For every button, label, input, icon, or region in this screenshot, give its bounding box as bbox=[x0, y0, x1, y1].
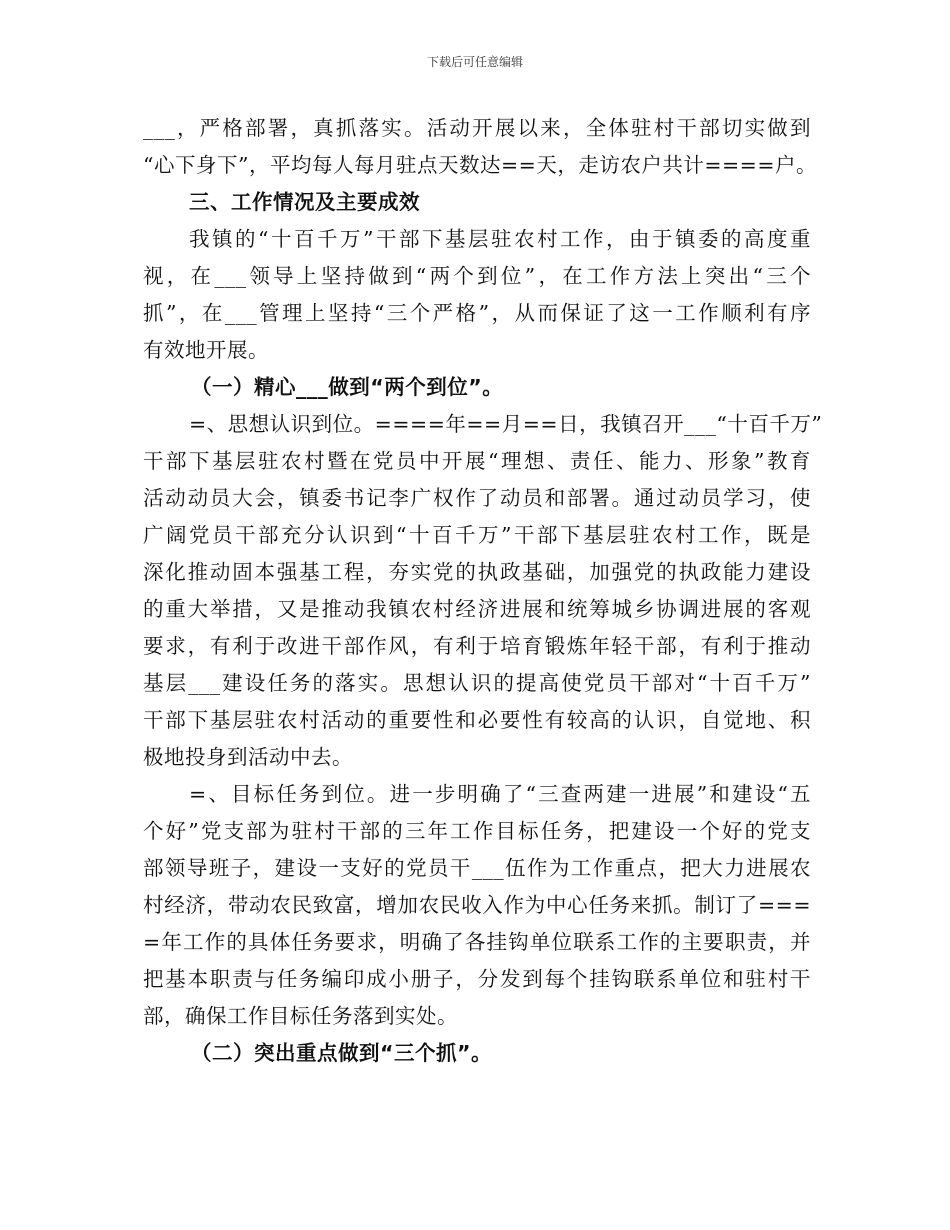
paragraph-line: 村经济，带动农民致富，增加农民收入作为中心任务来抓。制订了=== bbox=[143, 893, 811, 917]
subsection-heading: （二）突出重点做到“三个抓”。 bbox=[191, 1041, 492, 1065]
paragraph-line: ___，严格部署，真抓落实。活动开展以来，全体驻村干部切实做到 bbox=[143, 116, 811, 140]
paragraph-line: 部，确保工作目标任务落到实处。 bbox=[143, 1004, 458, 1028]
paragraph-line: 干部下基层驻农村活动的重要性和必要性有较高的认识，自觉地、积 bbox=[143, 708, 811, 732]
paragraph-line: 我镇的“十百千万”干部下基层驻农村工作，由于镇委的高度重 bbox=[189, 227, 811, 251]
page-header-note: 下载后可任意编辑 bbox=[426, 55, 523, 69]
paragraph-line: “心下身下”，平均每人每月驻点天数达==天，走访农户共计====户。 bbox=[143, 153, 818, 177]
paragraph-line: 活动动员大会，镇委书记李广权作了动员和部署。通过动员学习，使 bbox=[143, 486, 811, 510]
document-body bbox=[143, 110, 823, 1072]
paragraph-line: =、目标任务到位。进一步明确了“三查两建一进展”和建设“五 bbox=[189, 782, 811, 806]
paragraph-line: 抓”，在___管理上坚持“三个严格”，从而保证了这一工作顺利有序 bbox=[143, 301, 811, 325]
paragraph-line: 视，在___领导上坚持做到“两个到位”，在工作方法上突出“三个 bbox=[143, 264, 811, 288]
paragraph-line: 基层___建设任务的落实。思想认识的提高使党员干部对“十百千万” bbox=[143, 671, 811, 695]
paragraph-line: 极地投身到活动中去。 bbox=[143, 745, 353, 769]
paragraph-line: 的重大举措，又是推动我镇农村经济进展和统筹城乡协调进展的客观 bbox=[143, 597, 811, 621]
paragraph-line: =年工作的具体任务要求，明确了各挂钩单位联系工作的主要职责，并 bbox=[143, 930, 811, 954]
section-heading: 三、工作情况及主要成效 bbox=[189, 190, 420, 214]
paragraph-line: 部领导班子，建设一支好的党员干___伍作为工作重点，把大力进展农 bbox=[143, 856, 811, 880]
paragraph-line: 广阔党员干部充分认识到“十百千万”干部下基层驻农村工作，既是 bbox=[143, 523, 811, 547]
paragraph-line: =、思想认识到位。====年==月==日，我镇召开___“十百千万” bbox=[189, 412, 823, 436]
paragraph-line: 有效地开展。 bbox=[143, 338, 269, 362]
paragraph-line: 要求，有利于改进干部作风，有利于培育锻炼年轻干部，有利于推动 bbox=[143, 634, 811, 658]
paragraph-line: 深化推动固本强基工程，夯实党的执政基础，加强党的执政能力建设 bbox=[143, 560, 811, 584]
subsection-heading: （一）精心___做到“两个到位”。 bbox=[191, 375, 504, 399]
paragraph-line: 把基本职责与任务编印成小册子，分发到每个挂钩联系单位和驻村干 bbox=[143, 967, 811, 991]
paragraph-line: 个好”党支部为驻村干部的三年工作目标任务，把建设一个好的党支 bbox=[143, 819, 811, 843]
paragraph-line: 干部下基层驻农村暨在党员中开展“理想、责任、能力、形象”教育 bbox=[143, 449, 811, 473]
